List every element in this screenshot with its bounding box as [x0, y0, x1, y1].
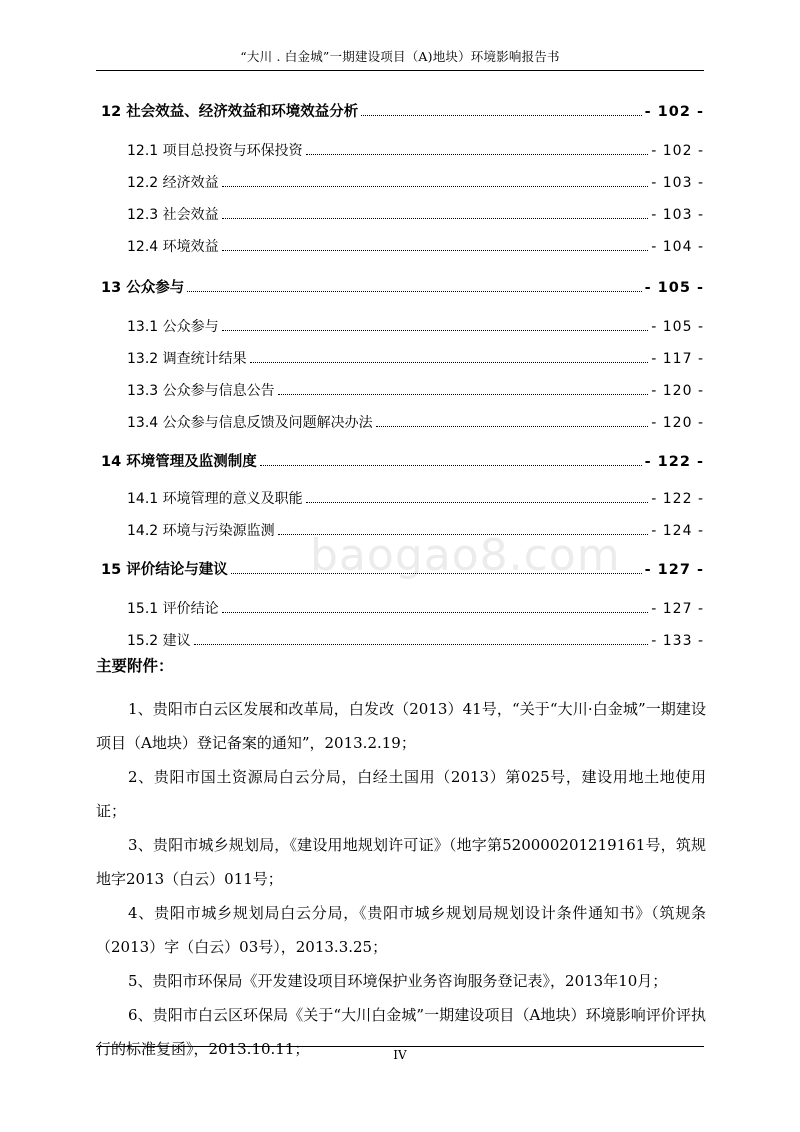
toc-leader-dots	[376, 426, 649, 427]
annex-item: 6、贵阳市白云区环保局《关于“大川白金城”一期建设项目（A地块）环境影响评价评执行的标准复函》，2013.10.11；	[96, 1006, 706, 1058]
toc-entry-page: - 102 -	[644, 104, 704, 120]
toc-entry-label: 15.1 评价结论	[127, 601, 219, 617]
toc-entry-page: - 102 -	[651, 143, 704, 159]
toc-entry-page: - 133 -	[651, 633, 704, 649]
annex-item: 1、贵阳市白云区发展和改革局，白发改（2013）41号，“关于“大川·白金城”一期建设项目（A地块）登记备案的通知”，2013.2.19；	[96, 700, 706, 752]
toc-leader-dots	[250, 362, 649, 363]
toc-entry-page: - 105 -	[644, 280, 704, 296]
toc-entry-label: 14 环境管理及监测制度	[101, 454, 257, 470]
toc-section-entry[interactable]	[101, 630, 704, 650]
toc-entry-page: - 105 -	[651, 319, 704, 335]
toc-section-entry[interactable]	[101, 348, 704, 368]
toc-entry-page: - 122 -	[651, 491, 704, 507]
toc-chapter-entry[interactable]	[101, 558, 704, 579]
toc-leader-dots	[222, 218, 649, 219]
annex-item: 2、贵阳市国土资源局白云分局，白经土国用（2013）第025号，建设用地土地使用证；	[96, 768, 706, 820]
toc-leader-dots	[306, 502, 649, 503]
toc-leader-dots	[187, 291, 641, 292]
toc-leader-dots	[231, 573, 642, 574]
toc-entry-label: 14.1 环境管理的意义及职能	[127, 491, 303, 507]
toc-section-entry[interactable]	[101, 236, 704, 256]
toc-entry-page: - 127 -	[644, 562, 704, 578]
annex-list	[96, 692, 706, 1066]
toc-entry-label: 13.3 公众参与信息公告	[127, 383, 275, 399]
header-rule	[96, 70, 704, 71]
toc-leader-dots	[278, 394, 649, 395]
toc-entry-page: - 104 -	[651, 239, 704, 255]
toc-entry-label: 15.2 建议	[127, 633, 191, 649]
toc-section-entry[interactable]	[101, 412, 704, 432]
page-number: IV	[393, 1048, 407, 1062]
toc-entry-page: - 127 -	[651, 601, 704, 617]
toc-leader-dots	[361, 115, 641, 116]
toc-leader-dots	[222, 186, 649, 187]
toc-entry-page: - 103 -	[651, 207, 704, 223]
toc-entry-label: 13.1 公众参与	[127, 319, 219, 335]
toc-section-entry[interactable]	[101, 488, 704, 508]
annex-item: 4、贵阳市城乡规划局白云分局，《贵阳市城乡规划局规划设计条件通知书》（筑规条（2013）字（白云）03号），2013.3.25；	[96, 904, 706, 956]
toc-entry-label: 13 公众参与	[101, 280, 185, 296]
toc-entry-label: 13.4 公众参与信息反馈及问题解决办法	[127, 415, 373, 431]
toc-entry-page: - 122 -	[644, 454, 704, 470]
toc-leader-dots	[278, 534, 649, 535]
annex-item: 5、贵阳市环保局《开发建设项目环境保护业务咨询服务登记表》，2013年10月；	[128, 972, 668, 990]
toc-section-entry[interactable]	[101, 204, 704, 224]
page-header-title: “大川 . 白金城”一期建设项目（A)地块）环境影响报告书	[240, 49, 560, 64]
toc-chapter-entry[interactable]	[101, 100, 704, 121]
toc-leader-dots	[222, 330, 649, 331]
toc-entry-label: 12.2 经济效益	[127, 175, 219, 191]
toc-entry-label: 12.1 项目总投资与环保投资	[127, 143, 303, 159]
watermark: baogao8.com	[310, 530, 621, 581]
toc-entry-label: 13.2 调查统计结果	[127, 351, 247, 367]
toc-leader-dots	[222, 250, 649, 251]
toc-leader-dots	[306, 154, 649, 155]
toc-leader-dots	[222, 612, 649, 613]
toc-entry-page: - 124 -	[651, 523, 704, 539]
toc-leader-dots	[260, 465, 642, 466]
toc-entry-label: 15 评价结论与建议	[101, 562, 228, 578]
toc-leader-dots	[194, 644, 649, 645]
toc-entry-label: 14.2 环境与污染源监测	[127, 523, 275, 539]
toc-section-entry[interactable]	[101, 598, 704, 618]
toc-chapter-entry[interactable]	[101, 276, 704, 297]
toc-entry-page: - 120 -	[651, 383, 704, 399]
toc-section-entry[interactable]	[101, 316, 704, 336]
toc-section-entry[interactable]	[101, 520, 704, 540]
toc-entry-page: - 117 -	[651, 351, 704, 367]
toc-section-entry[interactable]	[101, 172, 704, 192]
toc-entry-label: 12.4 环境效益	[127, 239, 219, 255]
annex-title: 主要附件：	[96, 657, 174, 675]
toc-entry-page: - 103 -	[651, 175, 704, 191]
toc-chapter-entry[interactable]	[101, 450, 704, 471]
annex-item: 3、贵阳市城乡规划局，《建设用地规划许可证》（地字第520000201219161号，筑规地字2013（白云）011号；	[96, 836, 706, 888]
footer-rule	[96, 1046, 704, 1047]
toc-section-entry[interactable]	[101, 140, 704, 160]
toc-entry-page: - 120 -	[651, 415, 704, 431]
toc-entry-label: 12.3 社会效益	[127, 207, 219, 223]
toc-entry-label: 12 社会效益、经济效益和环境效益分析	[101, 104, 359, 120]
toc-section-entry[interactable]	[101, 380, 704, 400]
